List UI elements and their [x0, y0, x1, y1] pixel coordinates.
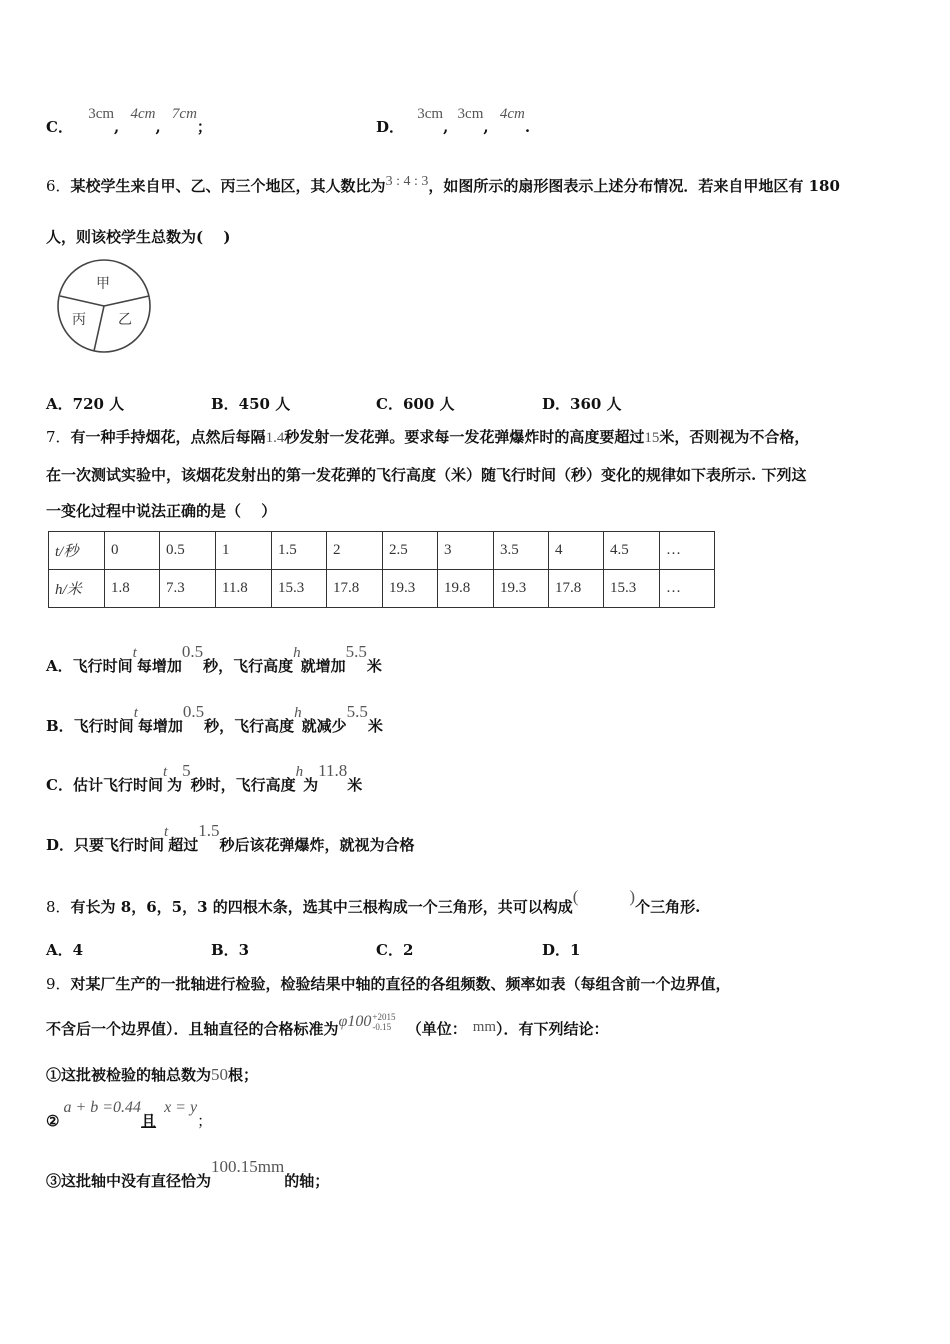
q7-c-p5: 米 [347, 776, 363, 794]
q9-s2m1: a + b =0.44 [63, 1099, 142, 1116]
table-cell: 3 [438, 532, 494, 570]
q9-s1b: 根； [228, 1066, 259, 1084]
q7-d-t: t [164, 824, 169, 840]
q7-b-p1: B．飞行时间 [46, 717, 134, 735]
q6-stem-line2: 人，则该校学生总数为( ) [46, 228, 231, 246]
pie-divider-1 [60, 296, 104, 306]
q7-a-v2: 5.5 [345, 642, 367, 661]
q7-d-p1: D．只要飞行时间 [46, 836, 165, 854]
q7-l1b: 秒发射一发花弹。要求每一发花弹爆炸时的高度要超过 [284, 428, 645, 446]
q7-c-h: h [295, 764, 304, 780]
table-cell: 0 [105, 532, 160, 570]
q5-c-val1: 3cm [88, 106, 115, 122]
q9-s2a: ② [46, 1112, 60, 1130]
q5-c-label: C． [46, 118, 73, 136]
table-cell: 3.5 [494, 532, 549, 570]
table-cell: 0.5 [160, 532, 216, 570]
q9-tol-dn: -0.15 [372, 1022, 392, 1033]
q9-stem-line1 [46, 973, 731, 994]
q7-option-d[interactable] [46, 821, 415, 855]
q5-c-val2: 4cm [130, 106, 156, 122]
q9-l1: 对某厂生产的一批轴进行检验，检验结果中轴的直径的各组频数、频率如表（每组含前一个边界值， [70, 975, 731, 993]
table-cell: 19.8 [438, 570, 494, 608]
q7-c-p1: C．估计飞行时间 [46, 776, 163, 794]
q6-option-c[interactable]: C．600 人 [376, 395, 455, 413]
q7-l1c: 米，否则视为不合格， [659, 428, 810, 446]
q9-s1v: 50 [211, 1065, 229, 1084]
q8-option-d[interactable]: D．1 [542, 941, 581, 959]
q9-s3v: 100.15mm [211, 1157, 285, 1176]
q6-option-d[interactable]: D．360 人 [542, 395, 622, 413]
q9-phi: φ100 [338, 1013, 372, 1030]
table-cell: 1 [216, 532, 272, 570]
q5-d-end: . [524, 118, 531, 136]
q7-c-p3: 秒时，飞行高度 [190, 776, 296, 794]
q6-text1: 某校学生来自甲、乙、丙三个地区，其人数比为 [70, 177, 386, 195]
q7-b-p3: 秒，飞行高度 [204, 717, 295, 735]
q9-statement-2 [46, 1099, 213, 1131]
q7-d-p3: 秒后该花弹爆炸，就视为合格 [219, 836, 415, 854]
q9-statement-3 [46, 1157, 330, 1191]
q9-l2c: ）．有下列结论： [496, 1020, 609, 1038]
table-cell: 4.5 [604, 532, 660, 570]
q8-tail: 个三角形. [635, 898, 701, 916]
pie-divider-3 [94, 306, 104, 351]
pie-divider-2 [104, 296, 149, 306]
table-cell: 15.3 [272, 570, 327, 608]
q9-unit: mm [472, 1019, 497, 1035]
table-cell: … [660, 570, 715, 608]
table-cell: 2 [327, 532, 383, 570]
q6-number: 6． [46, 177, 71, 195]
table-cell: 17.8 [549, 570, 604, 608]
q7-d-p2: 超过 [168, 836, 199, 854]
q9-number: 9． [46, 975, 71, 993]
table-cell: h/米 [49, 570, 105, 608]
q5-d-val2: 3cm [457, 106, 484, 122]
q7-number: 7． [46, 428, 71, 446]
q7-a-p5: 米 [366, 657, 382, 675]
pie-label-jia: 甲 [96, 276, 110, 292]
q5-d-val3: 4cm [499, 106, 525, 122]
q5-option-d[interactable]: D． 3cm, 3cm, 4cm. [376, 106, 531, 136]
q7-b-v: 0.5 [182, 702, 205, 721]
q7-v1: 1.4 [265, 430, 285, 446]
q7-a-p3: 秒，飞行高度 [203, 657, 294, 675]
q7-a-p4: 就增加 [300, 657, 346, 675]
q5-d-val1: 3cm [417, 106, 444, 122]
table-cell: t/秒 [49, 532, 105, 570]
q6-stem-line1 [46, 175, 840, 196]
q7-a-h: h [293, 645, 301, 661]
q7-b-t: t [133, 705, 138, 721]
q9-s2m2: x = y [164, 1099, 198, 1116]
table-cell: 1.5 [272, 532, 327, 570]
q6-text2: ，如图所示的扇形图表示上述分布情况．若来自甲地区有 180 [428, 177, 840, 195]
q9-tol-up: +2015 [372, 1012, 396, 1023]
q7-b-p2: 每增加 [137, 717, 183, 735]
q7-v2: 15 [644, 430, 660, 446]
pie-label-yi: 乙 [118, 312, 132, 328]
q7-option-a[interactable] [46, 642, 382, 676]
table-cell: 17.8 [327, 570, 383, 608]
table-cell: 7.3 [160, 570, 216, 608]
table-row [49, 570, 715, 608]
q9-s1a: ①这批被检验的轴总数为 [46, 1066, 212, 1084]
q6-ratio: 3 : 4 : 3 [385, 174, 429, 189]
q7-c-v2: 11.8 [318, 761, 348, 780]
q7-c-v: 5 [182, 761, 191, 780]
table-cell: 11.8 [216, 570, 272, 608]
q9-l2a: 不含后一个边界值）．且轴直径的合格标准为 [46, 1020, 339, 1038]
q9-statement-1 [46, 1064, 258, 1085]
table-cell: 1.8 [105, 570, 160, 608]
q6-pie-chart [56, 258, 156, 358]
q7-option-c[interactable] [46, 761, 363, 795]
q9-s3b: 的轴； [284, 1172, 330, 1190]
q7-stem-line2: 在一次测试实验中，该烟花发射出的第一发花弹的飞行高度（米）随飞行时间（秒）变化的规律如下表所示. 下列这 [46, 466, 807, 484]
table-row [49, 532, 715, 570]
q7-a-p2: 每增加 [136, 657, 182, 675]
q7-c-p4: 为 [303, 776, 319, 794]
q7-stem-line3: 一变化过程中说法正确的是（ ） [46, 502, 277, 520]
q8-option-c[interactable]: C．2 [376, 941, 414, 959]
q7-data-table [48, 531, 715, 608]
q8-text: 有长为 8，6，5，3 的四根木条，选其中三根构成一个三角形，共可以构成 [70, 898, 573, 916]
q9-s3a: ③这批轴中没有直径恰为 [46, 1172, 212, 1190]
q6-option-a[interactable]: A．720 人 [46, 395, 125, 413]
q7-b-p5: 米 [367, 717, 383, 735]
q7-a-t: t [132, 645, 137, 661]
q5-c-end: ； [196, 118, 212, 136]
q9-s2b: 且 [141, 1112, 157, 1130]
q7-a-v: 0.5 [181, 642, 204, 661]
q8-blank: ( ) [572, 887, 636, 906]
q9-s2c: ； [197, 1112, 213, 1130]
q8-option-b[interactable]: B．3 [211, 941, 250, 959]
table-cell: … [660, 532, 715, 570]
pie-label-bing: 丙 [72, 312, 86, 328]
q7-stem-line1 [46, 426, 809, 447]
q7-c-t: t [162, 764, 168, 780]
table-cell: 19.3 [494, 570, 549, 608]
q6-option-b[interactable]: B．450 人 [211, 395, 291, 413]
q7-option-b[interactable] [46, 702, 383, 736]
table-cell: 4 [549, 532, 604, 570]
q9-l2b: （单位： [406, 1020, 467, 1038]
q8-stem [46, 887, 701, 917]
table-cell: 2.5 [383, 532, 438, 570]
q9-tolerance [338, 1012, 396, 1033]
q8-option-a[interactable]: A．4 [46, 941, 84, 959]
q7-d-v: 1.5 [198, 821, 220, 840]
q7-b-v2: 5.5 [346, 702, 368, 721]
q5-option-c[interactable]: C． 3cm, 4cm, 7cm； [46, 106, 212, 136]
q7-a-p1: A．飞行时间 [46, 657, 133, 675]
q7-c-p2: 为 [167, 776, 183, 794]
q7-l1a: 有一种手持烟花，点然后每隔 [70, 428, 266, 446]
q7-b-h: h [294, 705, 302, 721]
q5-d-label: D． [376, 118, 405, 136]
table-cell: 19.3 [383, 570, 438, 608]
table-cell: 15.3 [604, 570, 660, 608]
q5-c-val3: 7cm [171, 106, 197, 122]
q8-number: 8． [46, 898, 71, 916]
q7-b-p4: 就减少 [301, 717, 347, 735]
q9-stem-line2 [46, 1012, 609, 1040]
